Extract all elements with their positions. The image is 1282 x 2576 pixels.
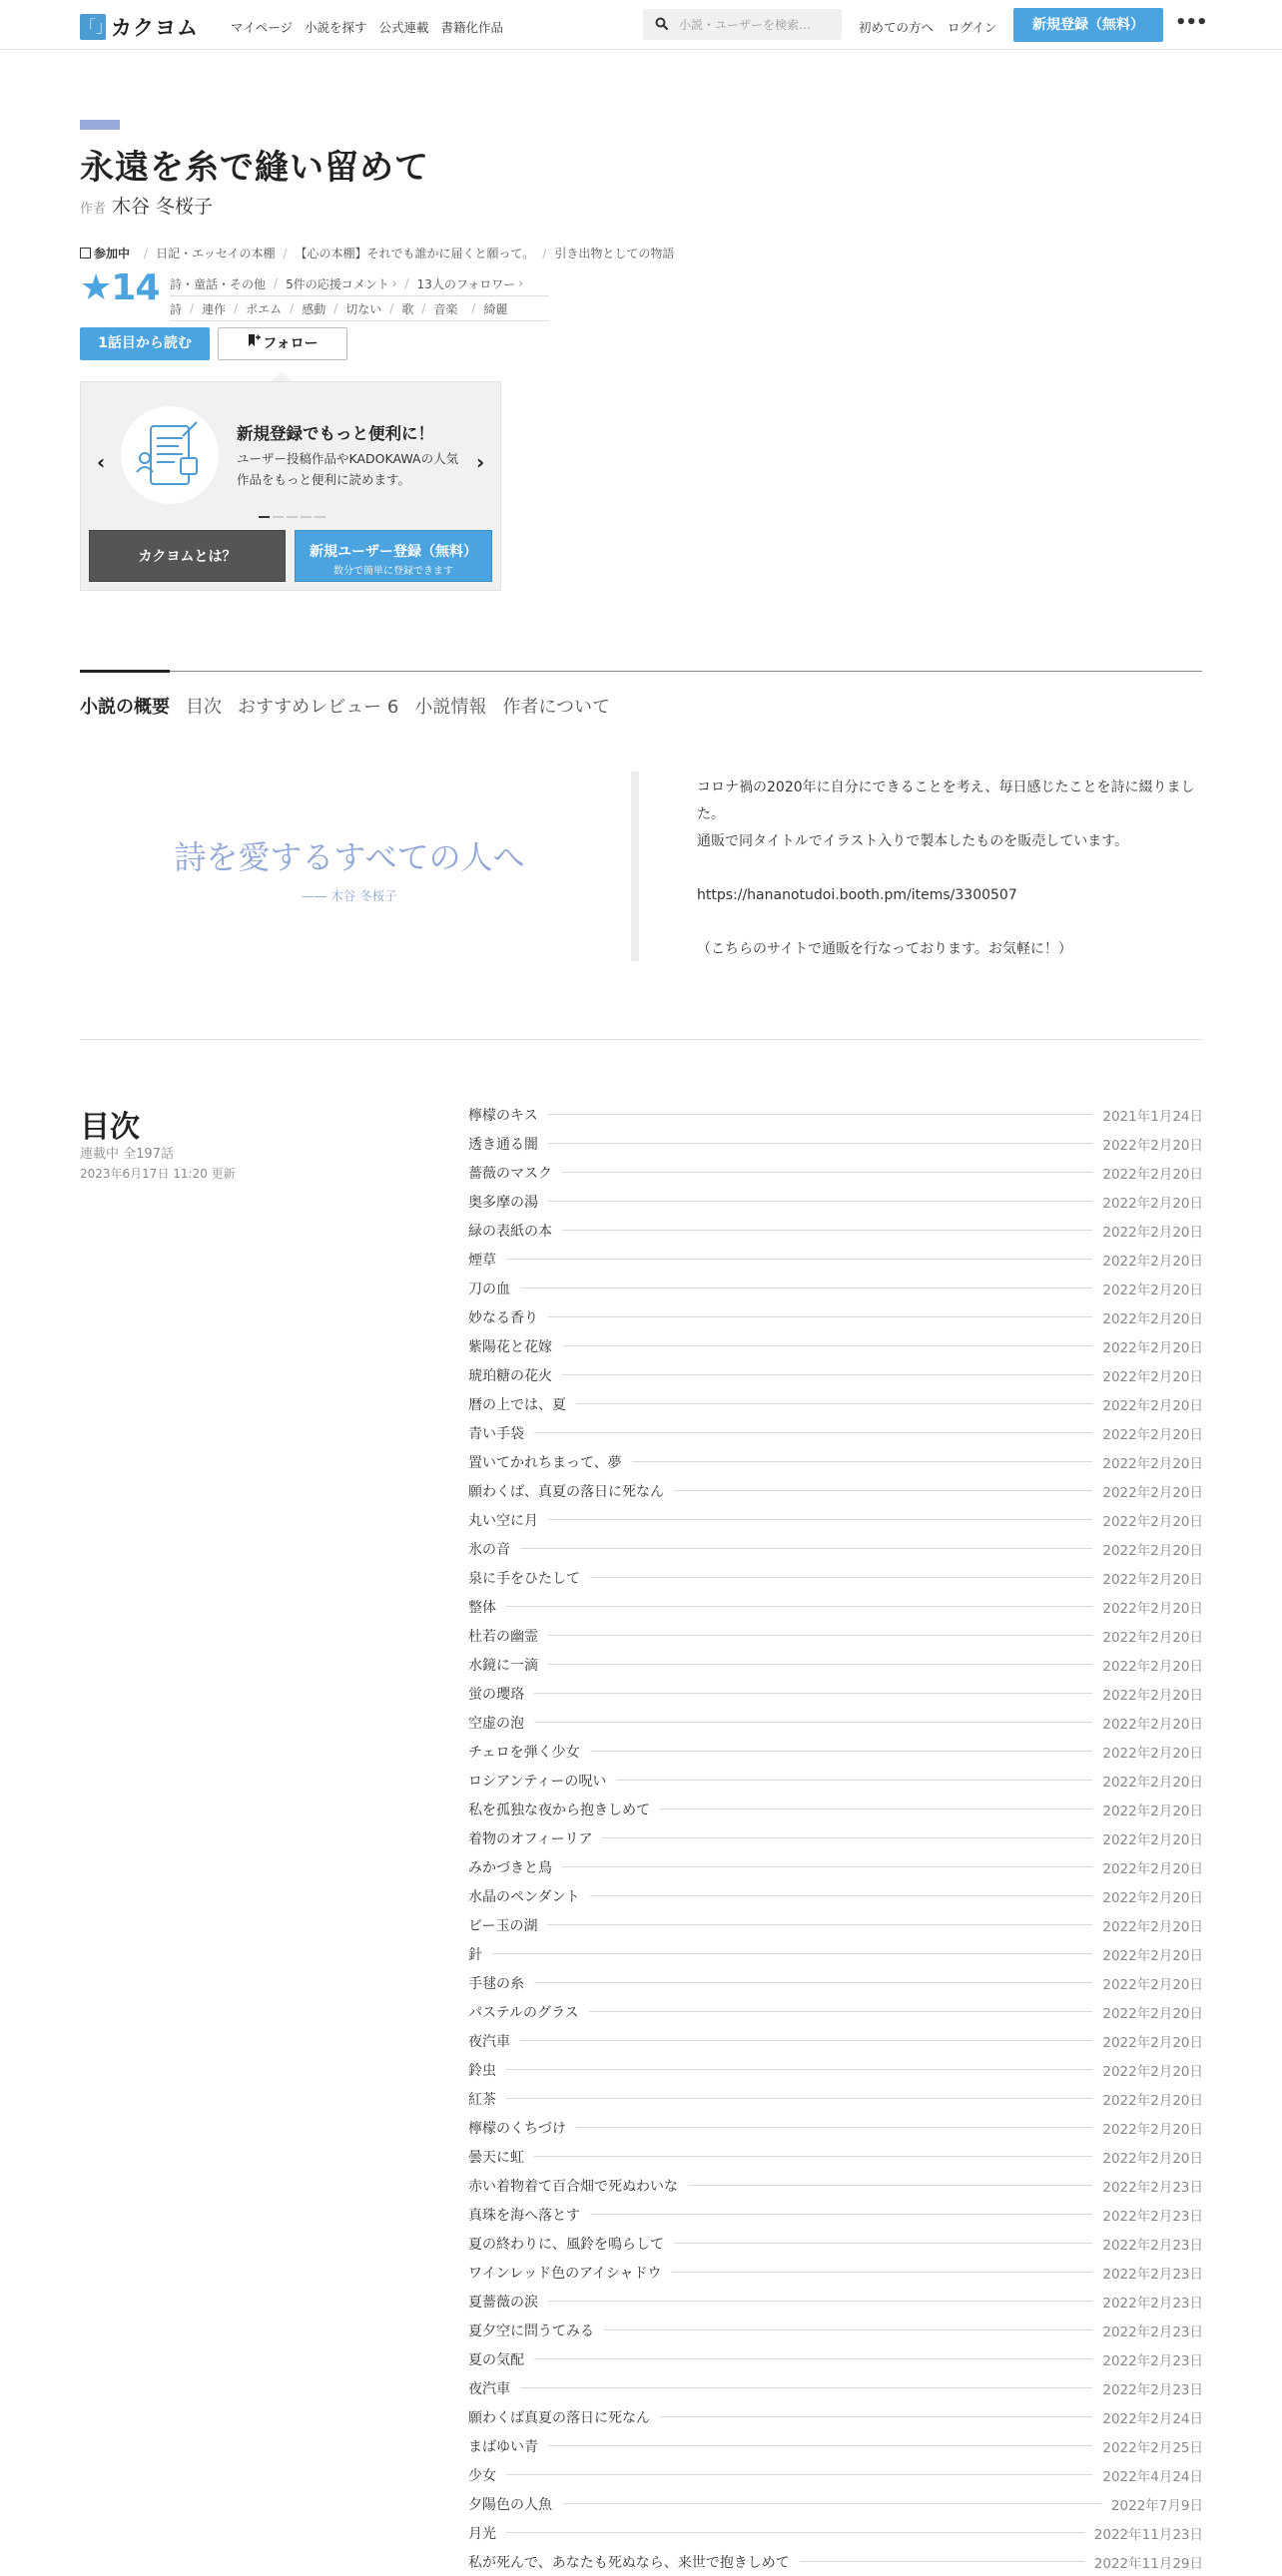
episode-row[interactable] bbox=[468, 1216, 1203, 1245]
episode-row[interactable] bbox=[468, 1187, 1203, 1216]
episode-date: 2022年11月29日 bbox=[1093, 2555, 1203, 2572]
episode-title[interactable]: 赤い着物着て百合畑で死ぬわいな bbox=[468, 2178, 678, 2195]
episode-row[interactable] bbox=[468, 2084, 1203, 2113]
search-input[interactable] bbox=[679, 18, 839, 32]
tab-novel-info[interactable]: 小説情報 bbox=[414, 697, 487, 718]
episode-title[interactable]: 願わくば、真夏の落日に死なん bbox=[468, 1483, 664, 1500]
episode-date: 2022年2月23日 bbox=[1102, 2352, 1203, 2369]
episode-row[interactable] bbox=[468, 2026, 1203, 2055]
episode-title[interactable]: チェロを弾く少女 bbox=[468, 1744, 580, 1761]
chevron-right-icon: › bbox=[518, 276, 524, 290]
episode-date: 2022年2月20日 bbox=[1102, 2005, 1203, 2022]
episode-title[interactable]: 夏薔薇の涙 bbox=[468, 2294, 538, 2311]
main-nav bbox=[231, 18, 503, 36]
episode-row[interactable] bbox=[468, 1852, 1203, 1881]
episode-date: 2022年2月20日 bbox=[1102, 2092, 1203, 2109]
episode-title[interactable]: 願わくば真夏の落日に死なん bbox=[468, 2409, 650, 2426]
episode-row[interactable] bbox=[468, 2113, 1203, 2142]
episode-date: 2022年2月20日 bbox=[1102, 1687, 1203, 1704]
episode-row[interactable] bbox=[468, 1158, 1203, 1187]
episode-row[interactable] bbox=[468, 2316, 1203, 2344]
episode-leader-line bbox=[660, 1808, 1092, 1809]
episode-leader-line bbox=[548, 1316, 1092, 1317]
episode-date: 2022年2月20日 bbox=[1102, 1166, 1203, 1183]
tag-link[interactable]: 音楽 bbox=[433, 301, 458, 316]
episode-leader-line bbox=[534, 2358, 1092, 2359]
episode-row[interactable] bbox=[468, 2200, 1203, 2229]
register-user-button[interactable] bbox=[295, 530, 492, 582]
intro-line bbox=[697, 855, 1206, 882]
work-meta bbox=[170, 271, 549, 321]
logo-text: カクヨム bbox=[111, 16, 199, 40]
episode-title[interactable]: 青い手袋 bbox=[468, 1425, 524, 1442]
episode-row[interactable] bbox=[468, 1621, 1203, 1650]
episode-title[interactable]: 琥珀糖の花火 bbox=[468, 1367, 552, 1384]
episode-title[interactable]: 夜汽車 bbox=[468, 2380, 510, 2397]
nav-find-novels[interactable]: 小説を探す bbox=[305, 20, 367, 35]
episode-date: 2022年2月20日 bbox=[1102, 1339, 1203, 1356]
episode-date: 2022年2月20日 bbox=[1102, 1224, 1203, 1241]
episode-title[interactable]: パステルのグラス bbox=[468, 2004, 579, 2021]
episode-title[interactable]: 紫陽花と花嫁 bbox=[468, 1338, 552, 1355]
episode-title[interactable]: 夏の気配 bbox=[468, 2351, 524, 2368]
episode-date: 2022年2月20日 bbox=[1102, 1918, 1203, 1935]
episode-date: 2021年1月24日 bbox=[1102, 1108, 1203, 1125]
tab-reviews[interactable]: おすすめレビュー 6 bbox=[238, 697, 399, 718]
active-tab-indicator bbox=[80, 670, 170, 673]
episode-row[interactable] bbox=[468, 2402, 1203, 2431]
episode-leader-line bbox=[672, 2272, 1093, 2273]
episode-date: 2022年2月24日 bbox=[1102, 2410, 1203, 2427]
episode-row[interactable] bbox=[468, 1302, 1203, 1331]
episode-row[interactable] bbox=[468, 1650, 1203, 1679]
episode-date: 2022年11月23日 bbox=[1093, 2526, 1203, 2543]
episode-leader-line bbox=[562, 1374, 1092, 1375]
episode-date: 2022年2月20日 bbox=[1102, 1803, 1203, 1819]
section-divider bbox=[80, 1039, 1202, 1040]
episode-title[interactable]: 置いてかれちまって、夢 bbox=[468, 1454, 622, 1471]
episode-title[interactable]: 妙なる香り bbox=[468, 1309, 538, 1326]
episode-row[interactable] bbox=[468, 2344, 1203, 2373]
episode-title[interactable]: 蛍の瓔珞 bbox=[468, 1686, 524, 1703]
episode-row[interactable] bbox=[468, 1476, 1203, 1505]
episode-leader-line bbox=[589, 2011, 1093, 2012]
episode-date: 2022年2月20日 bbox=[1102, 1137, 1203, 1154]
episode-row[interactable] bbox=[468, 1766, 1203, 1795]
episode-row[interactable] bbox=[468, 1737, 1203, 1766]
episode-leader-line bbox=[506, 1606, 1092, 1607]
episode-leader-line bbox=[548, 1635, 1092, 1636]
collection-icon bbox=[80, 248, 91, 258]
collection-link[interactable]: 引き出物としての物語 bbox=[554, 247, 675, 260]
collection-link[interactable]: 日記・エッセイの本棚 bbox=[156, 247, 276, 260]
participate-label: 参加中 bbox=[80, 245, 130, 261]
carousel-dot[interactable] bbox=[273, 516, 284, 518]
episode-leader-line bbox=[562, 1230, 1092, 1231]
intro-divider bbox=[631, 772, 639, 961]
episode-title[interactable]: 針 bbox=[468, 1946, 482, 1963]
episode-row[interactable] bbox=[468, 1563, 1203, 1592]
episode-leader-line bbox=[547, 1924, 1092, 1925]
toc-heading: 目次 bbox=[80, 1110, 140, 1145]
episode-row[interactable] bbox=[468, 1881, 1203, 1910]
episode-title[interactable]: 奥多摩の湯 bbox=[468, 1194, 538, 1211]
logo-mark: 「」 bbox=[80, 14, 106, 40]
episode-date: 2022年2月20日 bbox=[1102, 1976, 1203, 1993]
bookmark-plus-icon bbox=[247, 328, 261, 359]
episode-leader-line bbox=[492, 1953, 1092, 1954]
episode-leader-line bbox=[674, 2243, 1092, 2244]
episode-title[interactable]: 暦の上では、夏 bbox=[468, 1396, 566, 1413]
episode-leader-line bbox=[548, 1114, 1093, 1115]
episode-row[interactable] bbox=[468, 1534, 1203, 1563]
episode-date: 2022年2月20日 bbox=[1102, 1860, 1203, 1877]
episode-date: 2022年2月20日 bbox=[1102, 1774, 1203, 1791]
episode-title[interactable]: ワインレッド色のアイシャドウ bbox=[468, 2265, 662, 2282]
episode-row[interactable] bbox=[468, 1823, 1203, 1852]
tag-link[interactable]: ポエム bbox=[246, 301, 283, 316]
episode-row[interactable] bbox=[468, 1389, 1203, 1418]
tag-link[interactable]: 切ない bbox=[345, 301, 382, 316]
episode-leader-line bbox=[534, 1982, 1092, 1983]
tag-link[interactable]: 歌 bbox=[401, 301, 414, 316]
episode-title[interactable]: 透き通る闇 bbox=[468, 1136, 538, 1153]
episode-date: 2022年2月20日 bbox=[1102, 1831, 1203, 1848]
nav-published-works[interactable]: 書籍化作品 bbox=[440, 20, 504, 35]
episode-leader-line bbox=[548, 1201, 1092, 1202]
intro-line: コロナ禍の2020年に自分にできることを考え、毎日感じたことを詩に綴りました。 bbox=[697, 779, 1195, 822]
nav-official-series[interactable]: 公式連載 bbox=[378, 20, 429, 35]
carousel-dot[interactable] bbox=[259, 516, 270, 518]
episode-date: 2022年2月20日 bbox=[1102, 1947, 1203, 1964]
episode-date: 2022年2月23日 bbox=[1102, 2208, 1203, 2225]
episode-date: 2022年2月23日 bbox=[1102, 2266, 1203, 2283]
toc-updated: 2023年6月17日 11:20 更新 bbox=[80, 1167, 236, 1181]
author-name-link[interactable]: 木谷 冬桜子 bbox=[112, 196, 214, 218]
chevron-right-icon: › bbox=[391, 276, 397, 290]
carousel-dot[interactable] bbox=[287, 516, 298, 518]
episode-leader-line bbox=[534, 1432, 1092, 1433]
episode-title[interactable]: 夕陽色の人魚 bbox=[468, 2496, 552, 2513]
episode-leader-line bbox=[562, 1345, 1092, 1346]
episode-row[interactable] bbox=[468, 2142, 1203, 2171]
episode-date: 2022年2月20日 bbox=[1102, 2034, 1203, 2051]
tag-link[interactable]: 綺麗 bbox=[483, 301, 508, 316]
episode-title[interactable]: 氷の音 bbox=[468, 1541, 510, 1558]
episode-title[interactable]: 私を孤独な夜から抱きしめて bbox=[468, 1802, 650, 1818]
episode-row[interactable] bbox=[468, 1418, 1203, 1447]
episode-date: 2022年2月23日 bbox=[1102, 2381, 1203, 2398]
episode-date: 2022年2月20日 bbox=[1102, 1542, 1203, 1559]
episode-row[interactable] bbox=[468, 1939, 1203, 1968]
participating-collections: 参加中 / 日記・エッセイの本棚 / 【心の本棚】それでも誰かに届くと願って。 / 引き出物としての物語 bbox=[80, 245, 674, 261]
episode-date: 2022年7月9日 bbox=[1110, 2497, 1203, 2514]
episode-date: 2022年2月20日 bbox=[1102, 1310, 1203, 1327]
follow-button[interactable] bbox=[218, 327, 347, 360]
episode-row[interactable] bbox=[468, 1129, 1203, 1158]
episode-date: 2022年4月24日 bbox=[1102, 2468, 1203, 2485]
tag-link[interactable]: 詩 bbox=[170, 301, 183, 316]
promo-title: 新規登録でもっと便利に！ bbox=[237, 424, 434, 443]
episode-title[interactable]: 手毬の糸 bbox=[468, 1975, 524, 1992]
episode-title[interactable]: 薔薇のマスク bbox=[468, 1165, 552, 1182]
episode-leader-line bbox=[548, 2301, 1092, 2302]
document-user-icon bbox=[121, 406, 219, 504]
episode-title[interactable]: 煙草 bbox=[468, 1252, 496, 1269]
episode-title[interactable]: 水晶のペンダント bbox=[468, 1888, 580, 1905]
episode-row[interactable] bbox=[468, 1245, 1203, 1274]
episode-date: 2022年2月20日 bbox=[1102, 1253, 1203, 1270]
episode-row[interactable] bbox=[468, 1679, 1203, 1708]
episode-leader-line bbox=[602, 1837, 1092, 1838]
episode-row[interactable] bbox=[468, 2258, 1203, 2287]
first-time-link[interactable]: 初めての方へ bbox=[859, 20, 935, 35]
episode-date: 2022年2月20日 bbox=[1102, 1889, 1203, 1906]
episode-leader-line bbox=[506, 2532, 1084, 2533]
episode-leader-line bbox=[562, 1866, 1092, 1867]
carousel-dot[interactable] bbox=[301, 516, 312, 518]
search-box[interactable] bbox=[643, 9, 842, 40]
episode-leader-line bbox=[506, 1259, 1092, 1260]
episode-row[interactable] bbox=[468, 2287, 1203, 2316]
episode-date: 2022年2月20日 bbox=[1102, 1745, 1203, 1762]
episode-date: 2022年2月20日 bbox=[1102, 1484, 1203, 1501]
episode-row[interactable] bbox=[468, 2229, 1203, 2258]
episode-date: 2022年2月20日 bbox=[1102, 1195, 1203, 1212]
episode-leader-line bbox=[506, 2474, 1092, 2475]
episode-row[interactable] bbox=[468, 2431, 1203, 2460]
episode-date: 2022年2月20日 bbox=[1102, 1426, 1203, 1443]
episode-date: 2022年2月25日 bbox=[1102, 2439, 1203, 2456]
episode-title[interactable]: 緑の表紙の本 bbox=[468, 1223, 552, 1240]
episode-date: 2022年2月20日 bbox=[1102, 2150, 1203, 2167]
catchphrase bbox=[80, 769, 619, 958]
site-header bbox=[0, 0, 1282, 50]
author-prefix: 作者 bbox=[80, 202, 107, 217]
intro-line bbox=[697, 909, 1206, 936]
register-main-label: 新規ユーザー登録（無料） bbox=[310, 544, 477, 560]
episode-row[interactable] bbox=[468, 2171, 1203, 2200]
episode-title[interactable]: 曇天に虹 bbox=[468, 2149, 524, 2166]
episode-row[interactable] bbox=[468, 1331, 1203, 1360]
episode-leader-line bbox=[604, 2329, 1092, 2330]
episode-title[interactable]: 泉に手をひたして bbox=[468, 1570, 580, 1587]
episode-row[interactable] bbox=[468, 1274, 1203, 1302]
episode-date: 2022年2月20日 bbox=[1102, 1600, 1203, 1617]
carousel-next-icon[interactable]: › bbox=[476, 450, 485, 474]
episode-row[interactable] bbox=[468, 2518, 1203, 2547]
episode-leader-line bbox=[576, 2127, 1093, 2128]
episode-row[interactable] bbox=[468, 1505, 1203, 1534]
episode-title[interactable]: ロシアンティーの呪い bbox=[468, 1773, 607, 1790]
work-title: 永遠を糸で縫い留めて bbox=[80, 148, 429, 188]
episode-title[interactable]: まばゆい青 bbox=[468, 2438, 538, 2455]
episode-date: 2022年2月23日 bbox=[1102, 2323, 1203, 2340]
episode-row[interactable] bbox=[468, 2460, 1203, 2489]
meta-row-tags: 詩 / 連作 / ポエム / 感動 / 切ない / 歌 / 音楽 / 綺麗 bbox=[170, 296, 549, 321]
star-count[interactable]: ★14 bbox=[80, 267, 160, 308]
episode-row[interactable] bbox=[468, 2489, 1203, 2518]
intro-line: （こちらのサイトで通販を行なっております。お気軽に！） bbox=[697, 941, 1072, 957]
search-icon[interactable] bbox=[655, 17, 671, 33]
episode-date: 2022年2月20日 bbox=[1102, 1455, 1203, 1472]
episode-title[interactable]: 着物のオフィーリア bbox=[468, 1830, 593, 1847]
intro-line: 通販で同タイトルでイラスト入りで製本したものを販売しています。 bbox=[697, 833, 1129, 849]
episode-row[interactable] bbox=[468, 1708, 1203, 1737]
meta-row-genre: 詩・童話・その他 / 5件の応援コメント › / 13人のフォロワー › bbox=[170, 271, 549, 296]
intro-link[interactable]: https://hananotudoi.booth.pm/items/3300507 bbox=[697, 887, 1017, 903]
episode-title[interactable]: みかづきと鳥 bbox=[468, 1859, 552, 1876]
work-tabs bbox=[80, 693, 610, 719]
episode-leader-line bbox=[590, 1895, 1093, 1896]
episode-leader-line bbox=[520, 2387, 1092, 2388]
tab-toc[interactable]: 目次 bbox=[186, 697, 222, 718]
episode-row[interactable] bbox=[468, 1910, 1203, 1939]
episode-title[interactable]: 檸檬のくちづけ bbox=[468, 2120, 566, 2137]
episode-title[interactable]: ビー玉の湖 bbox=[468, 1917, 538, 1934]
episode-leader-line bbox=[590, 2214, 1092, 2215]
comments-link[interactable]: 5件の応援コメント bbox=[286, 276, 389, 291]
episode-leader-line bbox=[534, 1693, 1092, 1694]
episode-date: 2022年2月20日 bbox=[1102, 1397, 1203, 1414]
signup-promo-carousel bbox=[80, 381, 501, 591]
signup-button[interactable]: 新規登録（無料） bbox=[1013, 8, 1163, 42]
episode-title[interactable]: 夏夕空に問うてみる bbox=[468, 2322, 594, 2339]
login-link[interactable]: ログイン bbox=[948, 20, 997, 35]
followers-link[interactable]: 13人のフォロワー bbox=[416, 276, 516, 291]
episode-leader-line bbox=[520, 1548, 1092, 1549]
episode-leader-line bbox=[548, 1143, 1092, 1144]
episode-date: 2022年2月20日 bbox=[1102, 1571, 1203, 1588]
more-menu-icon[interactable]: ••• bbox=[1175, 12, 1207, 33]
carousel-dot[interactable] bbox=[315, 516, 325, 518]
episode-leader-line bbox=[590, 1577, 1092, 1578]
episode-title[interactable]: 紅茶 bbox=[468, 2091, 496, 2108]
catchphrase-author: —— 木谷 冬桜子 bbox=[302, 888, 397, 903]
episode-leader-line bbox=[674, 1490, 1092, 1491]
episode-title[interactable]: 丸い空に月 bbox=[468, 1512, 538, 1529]
tag-link[interactable]: 感動 bbox=[302, 301, 326, 316]
episode-title[interactable]: 夜汽車 bbox=[468, 2033, 510, 2050]
register-sub-label: 数分で簡単に登録できます bbox=[333, 566, 453, 577]
episode-leader-line bbox=[548, 1664, 1092, 1665]
episode-leader-line bbox=[590, 1751, 1093, 1752]
episode-date: 2022年2月20日 bbox=[1102, 1513, 1203, 1530]
collection-link[interactable]: 【心の本棚】それでも誰かに届くと願って。 bbox=[295, 247, 535, 260]
episode-leader-line bbox=[520, 2040, 1092, 2041]
genre-link[interactable]: 詩・童話・その他 bbox=[170, 276, 267, 291]
episode-date: 2022年2月20日 bbox=[1102, 1716, 1203, 1733]
episode-title[interactable]: 刀の血 bbox=[468, 1281, 510, 1297]
episode-row[interactable] bbox=[468, 1997, 1203, 2026]
introduction bbox=[697, 774, 1206, 963]
episode-date: 2022年2月20日 bbox=[1102, 1658, 1203, 1675]
episode-leader-line bbox=[548, 1519, 1092, 1520]
episode-date: 2022年2月20日 bbox=[1102, 1282, 1203, 1298]
nav-my-page[interactable]: マイページ bbox=[231, 20, 294, 35]
about-kakuyomu-button[interactable]: カクヨムとは？ bbox=[89, 530, 286, 582]
episode-row[interactable] bbox=[468, 2373, 1203, 2402]
toc-status: 連載中 全197話 bbox=[80, 1147, 174, 1162]
read-from-first-button[interactable]: 1話目から読む bbox=[80, 327, 210, 360]
kakuyomu-logo[interactable] bbox=[80, 12, 199, 42]
episode-leader-line bbox=[548, 2445, 1092, 2446]
episode-date: 2022年2月20日 bbox=[1102, 1629, 1203, 1646]
episode-leader-line bbox=[632, 1461, 1093, 1462]
episode-leader-line bbox=[660, 2416, 1092, 2417]
tab-about-author[interactable]: 作者について bbox=[502, 697, 610, 718]
tabs-divider bbox=[80, 671, 1202, 672]
episode-list bbox=[468, 1100, 1203, 2576]
episode-title[interactable]: 空虚の泡 bbox=[468, 1715, 524, 1732]
author-line bbox=[80, 192, 213, 219]
catchphrase-text: 詩を愛するすべての人へ bbox=[174, 838, 525, 876]
episode-row[interactable] bbox=[468, 1795, 1203, 1823]
episode-title[interactable]: 私が死んで、あなたも死ぬなら、来世で抱きしめて bbox=[468, 2554, 790, 2571]
episode-date: 2022年2月20日 bbox=[1102, 1368, 1203, 1385]
tag-link[interactable]: 連作 bbox=[202, 301, 227, 316]
episode-leader-line bbox=[688, 2185, 1092, 2186]
carousel-dots bbox=[259, 516, 325, 518]
episode-title[interactable]: 杜若の幽霊 bbox=[468, 1628, 538, 1645]
follow-label: フォロー bbox=[263, 335, 319, 352]
episode-leader-line bbox=[800, 2561, 1084, 2562]
episode-date: 2022年2月20日 bbox=[1102, 2121, 1203, 2138]
episode-leader-line bbox=[506, 2069, 1092, 2070]
episode-row[interactable] bbox=[468, 1447, 1203, 1476]
episode-leader-line bbox=[562, 2503, 1101, 2504]
episode-title[interactable]: 真珠を海へ落とす bbox=[468, 2207, 580, 2224]
promo-description: ユーザー投稿作品やKADOKAWAの人気作品をもっと便利に読めます。 bbox=[237, 451, 459, 487]
episode-leader-line bbox=[506, 2098, 1092, 2099]
tab-summary[interactable]: 小説の概要 bbox=[80, 697, 170, 718]
episode-leader-line bbox=[534, 2156, 1092, 2157]
episode-title[interactable]: 少女 bbox=[468, 2467, 496, 2484]
episode-leader-line bbox=[576, 1403, 1092, 1404]
episode-date: 2022年2月23日 bbox=[1102, 2179, 1203, 2196]
episode-leader-line bbox=[534, 1722, 1092, 1723]
episode-title[interactable]: 整体 bbox=[468, 1599, 496, 1616]
episode-leader-line bbox=[562, 1172, 1092, 1173]
episode-title[interactable]: 月光 bbox=[468, 2525, 496, 2542]
episode-title[interactable]: 鈴虫 bbox=[468, 2062, 496, 2079]
episode-date: 2022年2月23日 bbox=[1102, 2295, 1203, 2312]
title-accent-bar bbox=[80, 120, 120, 130]
episode-date: 2022年2月20日 bbox=[1102, 2063, 1203, 2080]
episode-row[interactable] bbox=[468, 1968, 1203, 1997]
episode-row[interactable] bbox=[468, 1360, 1203, 1389]
promo-illustration bbox=[121, 406, 219, 504]
episode-row[interactable] bbox=[468, 2547, 1203, 2576]
episode-leader-line bbox=[616, 1780, 1092, 1781]
episode-row[interactable] bbox=[468, 1592, 1203, 1621]
episode-row[interactable] bbox=[468, 2055, 1203, 2084]
carousel-prev-icon[interactable]: ‹ bbox=[97, 450, 106, 474]
episode-title[interactable]: 檸檬のキス bbox=[468, 1107, 538, 1124]
episode-title[interactable]: 水鏡に一滴 bbox=[468, 1657, 538, 1674]
episode-title[interactable]: 夏の終わりに、風鈴を鳴らして bbox=[468, 2236, 664, 2253]
episode-row[interactable] bbox=[468, 1100, 1203, 1129]
episode-date: 2022年2月23日 bbox=[1102, 2237, 1203, 2254]
